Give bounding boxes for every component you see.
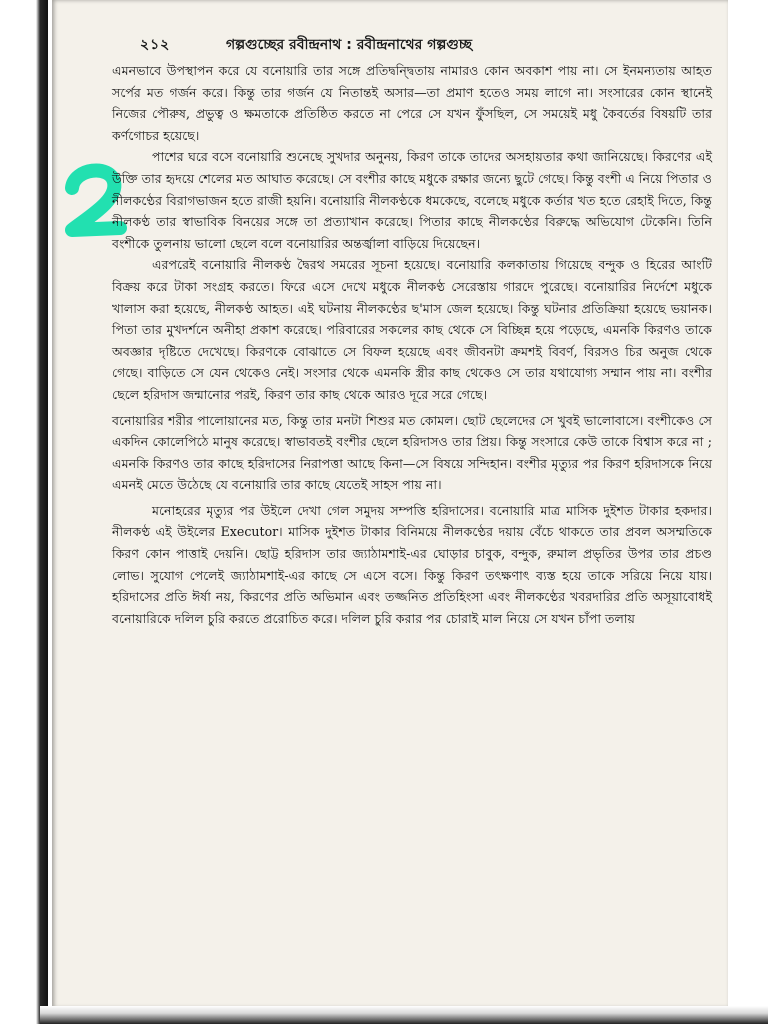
scan-edge-bottom bbox=[40, 1006, 768, 1024]
running-title: গল্পগুচ্ছের রবীন্দ্রনাথ : রবীন্দ্রনাথের গল্পগুচ্ছ bbox=[226, 37, 473, 53]
paragraph-1: এমনভাবে উপস্থাপন করে যে বনোয়ারি তার সঙ্গে প্রতিদ্বন্দ্বিতায় নামারও কোন অবকাশ পায় না। সে ইনমন্যতায় আহত সর্পের মত গর্জন করে। কিন্তু তার গর্জন যে নিতান্তই অসার—তা প্রমাণ হতেও সময় লাগে না। সংসারের কোন স্থানেই নিজের পৌরুষ, প্রভুত্ব ও ক্ষমতাকে প্রতিষ্ঠিত করতে না পেরে সে যখন ফুঁসছিল, সে সময়েই মধু কৈবর্তের বিষয়টি তার কর্ণগোচর হয়েছে। bbox=[112, 63, 712, 143]
paragraph-5: মনোহরের মৃত্যুর পর উইলে দেখা গেল সমুদয় সম্পত্তি হরিদাসের। বনোয়ারি মাত্র মাসিক দুইশত টাকার হকদার। নীলকণ্ঠ এই উইলের Executor। মাসিক দুইশত টাকার বিনিময়ে নীলকণ্ঠের দয়ায় বেঁচে থাকতে তার প্রবল অসম্মতিকে কিরণ কোন পাত্তাই দেয়নি। ছোট্ট হরিদাস তার জ্যাঠামশাই-এর ঘোড়ার চাবুক, বন্দুক, রুমাল প্রভৃতির উপর তার প্রচণ্ড লোভ। সুযোগ পেলেই জ্যাঠামশাই-এর কাছে সে এসে বসে। কিন্তু কিরণ তৎক্ষণাৎ ব্যস্ত হয়ে তাকে সরিয়ে নিয়ে যায়। হরিদাসের প্রতি ঈর্ষা নয়, কিরণের প্রতি অভিমান এবং তজ্জনিত প্রতিহিংসা এবং নীলকণ্ঠের খবরদারির প্রতি অসূয়াবোধই বনোয়ারিকে দলিল চুরি করতে প্ররোচিত করে। দলিল চুরি করার পর চোরাই মাল নিয়ে সে যখন চাঁপা তলায় bbox=[112, 502, 712, 626]
paragraph-3: এরপরেই বনোয়ারি নীলকণ্ঠ দ্বৈরথ সমরের সূচনা হয়েছে। বনোয়ারি কলকাতায় গিয়েছে বন্দুক ও হিরের আংটি বিক্রয় করে টাকা সংগ্রহ করতে। ফিরে এসে দেখে মধুকে নীলকণ্ঠ সেরেস্তায় গারদে পুরেছে। বনোয়ারির নির্দেশে মধুকে খালাস করা হয়েছে, নীলকণ্ঠ আহত। এই ঘটনায় নীলকণ্ঠের ছ'মাস জেল হয়েছে। কিন্তু ঘটনার প্রতিক্রিয়া হয়েছে ভয়ানক। পিতা তার মুখদর্শনে অনীহা প্রকাশ করেছে। পরিবারের সকলের কাছ থেকে সে বিচ্ছিন্ন হয়ে পড়েছে, এমনকি কিরণও তাকে অবজ্ঞার দৃষ্টিতে দেখেছে। কিরণকে বোঝাতে সে বিফল হয়েছে এবং জীবনটা ক্রমশই বিবর্ণ, বিরসও চির অনুজ থেকে গেছে। বাড়িতে সে যেন থেকেও নেই। সংসার থেকে এমনকি স্ত্রীর কাছ থেকেও সে তার যথাযোগ্য সম্মান পায় না। বংশীর ছেলে হরিদাস জন্মানোর পরই, কিরণ তার কাছ থেকে আরও দূরে সরে গেছে। bbox=[112, 257, 712, 402]
paragraph-2: পাশের ঘরে বসে বনোয়ারি শুনেছে সুখদার অনুনয়, কিরণ তাকে তাদের অসহায়তার কথা জানিয়েছে। কিরণের এই উক্তি তার হৃদয়ে শেলের মত আঘাত করেছে। সে বংশীর কাছে মধুকে রক্ষার জন্যে ছুটে গেছে। কিন্তু বংশী এ নিয়ে পিতার ও নীলকণ্ঠের বিরাগভাজন হতে রাজী হয়নি। বনোয়ারি নীলকণ্ঠকে ধমকেছে, বলেছে মধুকে কর্তার খত হতে রেহাই দিতে, কিন্তু নীলকণ্ঠ তার স্বাভাবিক বিনয়ের সঙ্গে তা প্রত্যাখান করেছে। পিতার কাছে নীলকণ্ঠের বিরুদ্ধে অভিযোগ টেকেনি। তিনি বংশীকে তুলনায় ভালো ছেলে বলে বনোয়ারির অন্তর্জ্বালা বাড়িয়ে দিয়েছেন। bbox=[112, 149, 712, 251]
page-number: ২১২ bbox=[140, 37, 171, 53]
paragraph-4: বনোয়ারির শরীর পালোয়ানের মত, কিন্তু তার মনটা শিশুর মত কোমল। ছোট ছেলেদের সে খুবই ভালোবাসে। বংশীকেও সে একদিন কোলেপিঠে মানুষ করেছে। স্বাভাবতই বংশীর ছেলে হরিদাসও তার প্রিয়। কিন্তু সংসারে কেউ তাকে বিশ্বাস করে না ; এমনকি কিরণও তার কাছে হরিদাসের নিরাপত্তা আছে কিনা—সে বিষয়ে সন্দিহান। বংশীর মৃত্যুর পর কিরণ হরিদাসকে নিয়ে এমনই মেতে উঠেছে যে বনোয়ারি তার কাছে যেতেই সাহস পায় না। bbox=[112, 412, 712, 493]
body-text bbox=[112, 60, 712, 629]
scan-edge-left bbox=[0, 0, 48, 1024]
page-header bbox=[96, 33, 676, 57]
